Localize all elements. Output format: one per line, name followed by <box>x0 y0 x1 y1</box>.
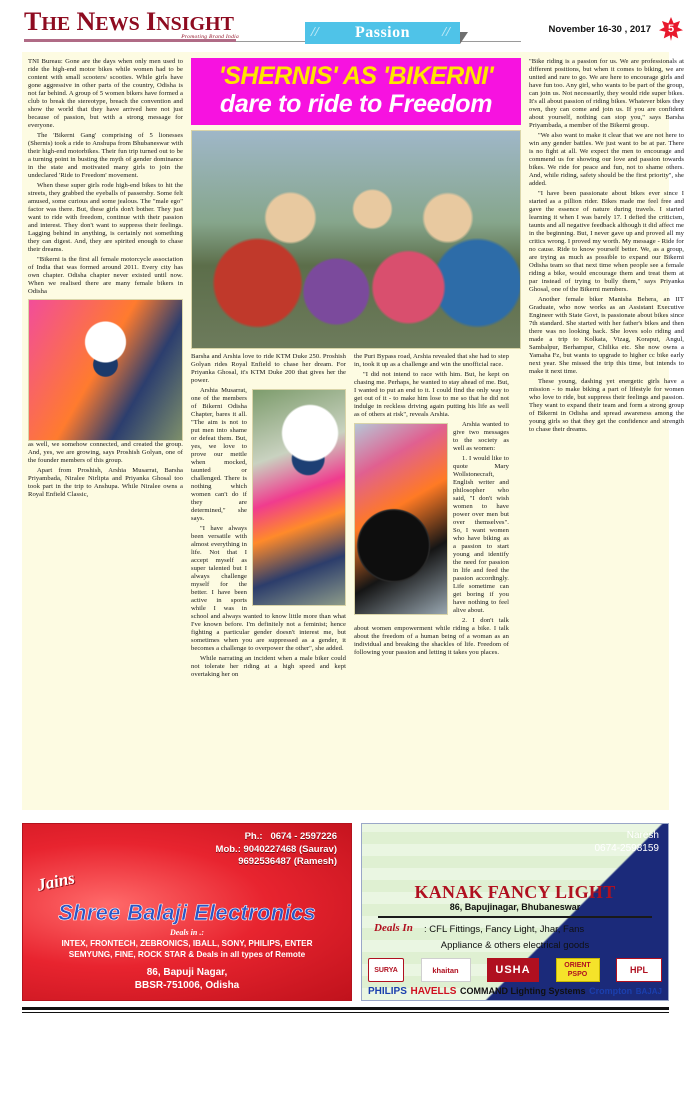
surya-logo-icon: SURYA <box>368 958 404 982</box>
philips-wordmark: PHILIPS <box>368 985 407 997</box>
ad-shree-balaji-electronics[interactable] <box>22 823 352 1001</box>
paragraph: "We also want to make it clear that we are not here to win any gender battles. We just want to be at par. There is no fight at all. We expect the men to encourage and commend us for showing our love and passion towards bikes. We ride for peace and fun, not to shame others. And, while riding, safety should be the first priority", she added. <box>529 132 684 187</box>
ad-mobile-line-2 <box>216 856 337 869</box>
logo-text-he: HE <box>41 13 71 35</box>
headline-line-2: dare to ride to Freedom <box>219 90 493 118</box>
ad-address <box>23 966 351 992</box>
photo-bikers-group <box>191 130 521 349</box>
logo-letter-i: I <box>146 7 157 36</box>
slash-left-icon: // <box>311 25 319 40</box>
ad-brand-prefix: Jains <box>35 868 77 895</box>
paragraph: Barsha and Arshia love to ride KTM Duke 250. Proshish Golyan rides Royal Enfield to chase her dream. For Priyanka Ghosal, it's KTM Duke 200 that gives her the power. <box>191 353 346 384</box>
paragraph: Apart from Proshish, Arshia Musarrat, Barsha Priyambada, Niralee Nirlipta and Priyanka Ghosal too took part in the trip to Anshupa. While Niralee owns a Royal Enfield Classic, <box>28 467 183 498</box>
ad-mobile-line-1 <box>216 844 337 857</box>
paragraph: as well, we somehow connected, and created the group. And, yes, we are growing, says Proshish Golyan, one of the founder members of this group. <box>28 441 183 464</box>
paragraph: When these super girls rode high-end bikes to hit the streets, they grabbed the eyeballs of passersby. Some felt amused, some curious and some jealous. The "male ego" factor was there. But, these girls don't bother. They just want to ride with freedom, continue with their passion and interest. They don't want to suppress their feelings. Lagging behind in anything, is certainly not something they can digest. And, they are spirited enough to chase their dreams. <box>28 182 183 253</box>
masthead <box>0 0 691 52</box>
section-label: Passion <box>354 24 411 41</box>
ad-contact-block <box>216 831 337 869</box>
column-1 <box>28 58 183 806</box>
khaitan-logo-icon: khaitan <box>421 958 471 982</box>
photo-motorcycle-wheel <box>354 423 448 615</box>
footer-rule-thick <box>22 1007 669 1010</box>
paragraph: Arshia wanted to give two messages to the society as well as women: <box>453 421 509 452</box>
ad-mobile-number-2: 9692536487 (Ramesh) <box>238 856 337 867</box>
slash-right-icon: // <box>442 25 450 40</box>
column-grid <box>28 58 684 806</box>
ad-address-line-1: 86, Bapuji Nagar, <box>146 967 228 978</box>
ad-contact-phone: 0674-2598159 <box>594 842 659 854</box>
ad-address-line-2: BBSR-751006, Odisha <box>134 980 240 991</box>
article-body <box>22 52 684 810</box>
photo-woman-rider <box>252 389 346 606</box>
paragraph: Arshia Musarrat, one of the members of Bikerni Odisha Chapter, bares it all. "The aim is not to put men into shame or defeat them. But, yes, we love to prove our mettle when mocked, taunted or challenged. There is nothing which women can't do if they are determined," she says. <box>191 387 247 522</box>
ad-brand-text-row <box>368 984 662 998</box>
paragraph: "I have always been versatile with almost everything in life. Not that I accept myself as super talented but I always challenge myself for the better. I have been active in sports while I was in school and always wanted to know little more than what I've known before. I'm definitely not a feminist; hence fighting a particular gender doesn't interest me, but sometimes when you are suppressed as a gender, it becomes a challenge to overpower the other", she added. <box>191 525 346 652</box>
publication-tagline: Promoting Brand India <box>181 34 239 40</box>
headline-block <box>191 58 521 125</box>
ad-mobile-number-1: 9040227468 (Saurav) <box>243 843 337 855</box>
paragraph: "Bikerni is the first all female motorcycle association of India that was formed around 2011. Every city has own chapter. Odisha chapter never existed until now. When we realised there are many female bikers in Odisha <box>28 256 183 295</box>
bajaj-wordmark: BAJAJ <box>635 986 662 996</box>
paragraph: Another female biker Manisha Behera, an IIT Graduate, who now works as an Assistant Executive Engineer with State Govt, is passionate about bikes since 7th standard. She started with her father's bikes and then there was no looking back. She loves solo riding and made a trip to Kolkata, Vizag, Koraput, Angul, Sambalpur, Berhampur, Chilika etc. She now owns a Yamaha Fz, but wants to upgrade to higher cc bike early next year. She missed the trip this time, but intends to make it next time. <box>529 296 684 375</box>
ad-brand-line-1: INTEX, FRONTECH, ZEBRONICS, IBALL, SONY, PHILIPS, ENTER <box>61 939 313 948</box>
publication-logo <box>24 8 239 42</box>
ad-phone-number: 0674 - 2597226 <box>270 831 337 842</box>
hpl-logo-icon: HPL <box>616 958 662 982</box>
column-4 <box>529 58 684 806</box>
orient-pspo-logo-icon: ORIENT PSPO <box>556 958 600 982</box>
section-tag-passion <box>305 22 460 44</box>
section-tag-fold-icon <box>460 32 468 44</box>
command-wordmark: COMMAND Lighting Systems <box>460 985 586 996</box>
advertisement-strip <box>22 823 669 1001</box>
paragraph: "Bike riding is a passion for us. We are professionals at different positions, but when it comes to biking, we are united and rare to go. We are here to encourage girls and have fun too. Any girl, who wants to be part of the group, can join us. Not necessarily, they would ride super bikes. It's all about passion of riding bikes. Whatever bikes they own, they can come and join us. If you are confident about yourself, nothing can stop you," says Barsha Priyambada, a member of the Bikerni group. <box>529 58 684 129</box>
headline-line-1: 'SHERNIS' AS 'BIKERNI' <box>218 62 494 90</box>
ad-phone-line <box>216 831 337 844</box>
ad-deals-label: Deals in .: <box>170 928 204 937</box>
logo-text-ews: EWS <box>95 13 140 35</box>
footer-rule-thin <box>22 1012 669 1013</box>
crompton-wordmark: Crompton <box>589 986 633 996</box>
ad-subtitle: 86, Bapujinagar, Bhubaneswar <box>449 902 581 912</box>
ad-phone-label: Ph.: <box>244 831 263 842</box>
ad-contact-block <box>594 830 659 855</box>
ad-brand-list <box>31 938 343 960</box>
paragraph: TNI Bureau: Gone are the days when only men used to ride the high-end motor bikes while women had to be content with small scooters/ scooties. While girls have gone aggressive in other parts of the country, Odisha is not far behind. A group of 5 women bikers have formed a club to break the stereotype, breach the convention and show the world that they have arrived here not just because of passion, but with a strong message for everyone. <box>28 58 183 129</box>
usha-logo-icon: USHA <box>487 958 539 982</box>
column-2-3-wrapper <box>191 58 521 806</box>
ad-deals-text-2: Appliance & others electrical goods <box>440 940 590 951</box>
ad-shop-name: Shree Balaji Electronics <box>58 900 316 925</box>
ad-title: KANAK FANCY LIGHT <box>414 882 616 902</box>
paragraph: 2. I don't talk about women empowerment while riding a bike. I talk about the freedom of a human being of a woman as an individual and breaking the shackles of life. Freedom of following your passion and letting it takes you places. <box>354 617 509 656</box>
ad-brand-line-2: SEMYUNG, FINE, ROCK STAR & Deals in all types of Remote <box>68 950 306 959</box>
paragraph: "I did not intend to race with him. But, he kept on chasing me. Perhaps, he wanted to stay ahead of me. But, I wanted to put an end to it. I could find the only way to get out of it - to make him lose to me so that he did not indulge in reckless driving again putting his life as well as of others at risk", reveals Arshia. <box>354 371 509 418</box>
ad-brand-logo-row <box>368 957 662 983</box>
page-number: 5 <box>667 23 675 35</box>
logo-letter-n: N <box>76 7 96 36</box>
ad-mobile-label: Mob.: <box>215 843 241 855</box>
paragraph: While narrating an incident when a male biker could not tolerate her riding at a high speed and kept overtaking her on <box>191 655 346 678</box>
page-number-badge <box>659 17 683 41</box>
issue-date: November 16-30 , 2017 <box>548 24 651 35</box>
havells-wordmark: HAVELLS <box>410 985 457 997</box>
paragraph: These young, dashing yet energetic girls have a mission - to make biking a part of lifestyle for women who love to ride, but suppress their feelings and passion. They want to expand their team and form a strong group of Bikerni in Odisha and spread awareness among the young girls so that they get the confidence and strength to chase their dreams. <box>529 378 684 433</box>
ad-kanak-fancy-light[interactable] <box>361 823 669 1001</box>
ad-deals-text: : CFL Fittings, Fancy Light, Jhar, Fans <box>424 924 585 935</box>
paragraph: the Puri Bypass road, Arshia revealed that she had to step in, took it up as a challenge and win the unofficial race. <box>354 353 509 368</box>
photo-biker-closeup <box>28 299 183 441</box>
paragraph: The 'Bikerni Gang' comprising of 5 lionesses (Shernis) took a ride to Anshupa from Bhubaneswar with their high-end motorbikes. Their fun trip turned out to be a turning point in busting the myth of gender dominance in the state and motivated many girls to join the undeclared 'Ride to Freedom' movement. <box>28 132 183 179</box>
ad-deals-label: Deals In <box>374 922 413 934</box>
paragraph: "I have been passionate about bikes ever since I started as a pillion rider. Bikes made me feel free and gave the essence of nature during travels. I started learning it when I was barely 17. I defied the criticism, taunts and all negative feedback although it did affect me in the beginning. But, I never gave up and proved all my critics wrong. I proved my worth. My message - Ride for no cause. Ride to know yourself better. We, as a group, are trying as much as possible to expand our Bikerni Odisha team so that next time when people see a female riding a bike, would encourage them and treat them at par instead of trying to bully them," says Priyanka Ghosal, one of the Bikerni members. <box>529 190 684 293</box>
logo-letter-t: T <box>24 7 42 36</box>
ad-divider <box>378 916 652 918</box>
ad-contact-name: Naresh <box>626 830 659 841</box>
logo-text-nsight: NSIGHT <box>156 13 234 35</box>
paragraph: 1. I would like to quote Mary Wollstonecraft, English writer and philosopher who said, "I don't wish women to have power over men but over themselves". So, I want women who have biking as a passion to start young and identify the need for passion in life and feed the passion accordingly. Life sometime can get boring if you have nothing to feel alive about. <box>453 455 509 614</box>
